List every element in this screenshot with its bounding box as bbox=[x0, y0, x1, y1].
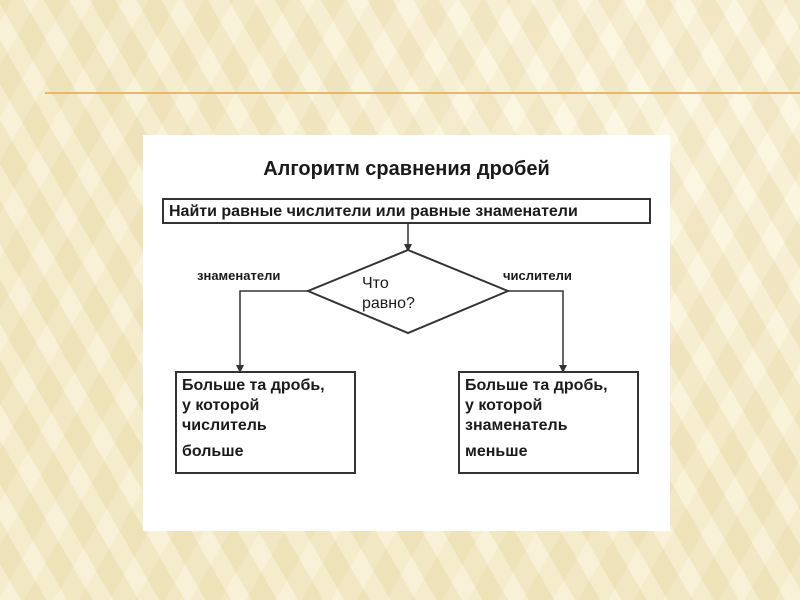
left-result-box bbox=[175, 371, 356, 474]
right-result-line-4: меньше bbox=[465, 443, 528, 460]
title-underline-rule bbox=[45, 92, 800, 94]
decision-line-2: равно? bbox=[362, 295, 415, 312]
arrow-right-branch bbox=[508, 291, 563, 369]
left-result-line-4: больше bbox=[182, 443, 244, 460]
flowchart-panel bbox=[143, 135, 670, 531]
left-result-line-1: Больше та дробь, bbox=[182, 377, 325, 394]
diagram-title: Алгоритм сравнения дробей bbox=[263, 158, 550, 180]
right-result-line-3: знаменатель bbox=[465, 417, 568, 434]
left-result-line-2: у которой bbox=[182, 397, 260, 414]
right-result-box bbox=[458, 371, 639, 474]
right-result-line-1: Больше та дробь, bbox=[465, 377, 608, 394]
left-result-line-3: числитель bbox=[182, 417, 267, 434]
arrow-left-branch bbox=[240, 291, 308, 369]
start-process-box: Найти равные числители или равные знаменатели bbox=[162, 198, 651, 224]
branch-label-denominators: знаменатели bbox=[197, 268, 281, 283]
decision-question bbox=[362, 274, 415, 314]
right-result-line-2: у которой bbox=[465, 397, 543, 414]
decision-line-1: Что bbox=[362, 275, 389, 292]
branch-label-numerators: числители bbox=[503, 268, 572, 283]
